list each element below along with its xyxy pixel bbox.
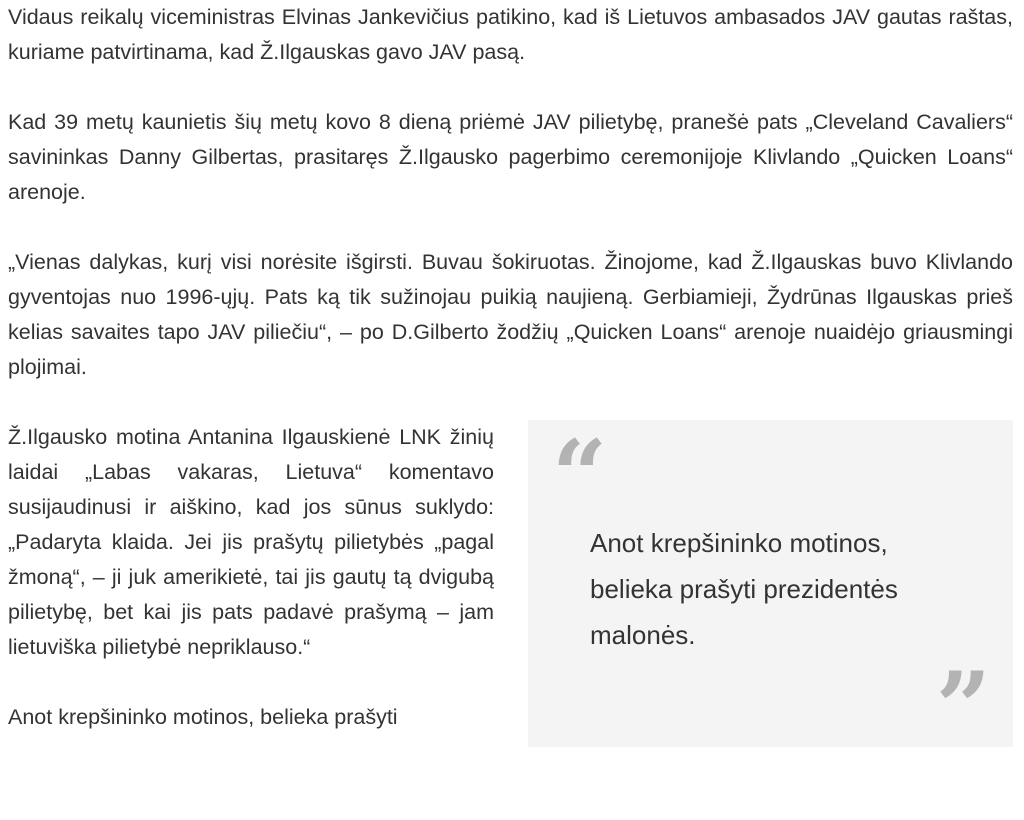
left-text-column — [8, 420, 494, 770]
article-paragraph: „Vienas dalykas, kurį visi norėsite išgirsti. Buvau šokiruotas. Žinojome, kad Ž.Ilgauskas buvo Klivlando gyventojas nuo 1996-ųjų. Pats ką tik sužinojau puikią naujieną. Gerbiamieji, Žydrūnas Ilgauskas prieš kelias savaites tapo JAV piliečiu“, – po D.Gilberto žodžių „Quicken Loans“ arenoje nuaidėjo griausmingi plojimai. — [8, 250, 1013, 379]
pull-quote-text: Anot krepšininko motinos, belieka prašyti prezidentės malonės. — [590, 528, 898, 650]
article-paragraph: Kad 39 metų kaunietis šių metų kovo 8 dieną priėmė JAV pilietybę, pranešė pats „Cleveland Cavaliers“ savininkas Danny Gilbertas, prasitaręs Ž.Ilgausko pagerbimo ceremonijoje Klivlando „Quicken Loans“ arenoje. — [8, 110, 1013, 204]
open-quote-icon: “ — [552, 419, 608, 532]
close-quote-icon: ” — [935, 651, 991, 764]
article-paragraph: Vidaus reikalų viceministras Elvinas Jankevičius patikino, kad iš Lietuvos ambasados JAV gautas raštas, kuriame patvirtinama, kad Ž.Ilgauskas gavo JAV pasą. — [8, 5, 1013, 64]
pull-quote — [528, 419, 1013, 764]
article-paragraph: Ž.Ilgausko motina Antanina Ilgauskienė LNK žinių laidai „Labas vakaras, Lietuva“ komentavo susijaudinusi ir aiškino, kad jos sūnus suklydo: „Padaryta klaida. Jei jis prašytų pilietybės „pagal žmoną“, – ji juk amerikietė, tai jis gautų tą dvigubą pilietybę, bet kai jis pats padavė prašymą – jam lietuviška pilietybė nepriklauso.“ — [8, 425, 494, 659]
article-paragraph: Anot krepšininko motinos, belieka prašyti — [8, 705, 398, 729]
article-split-section — [8, 420, 1013, 820]
article-body — [8, 0, 1013, 820]
